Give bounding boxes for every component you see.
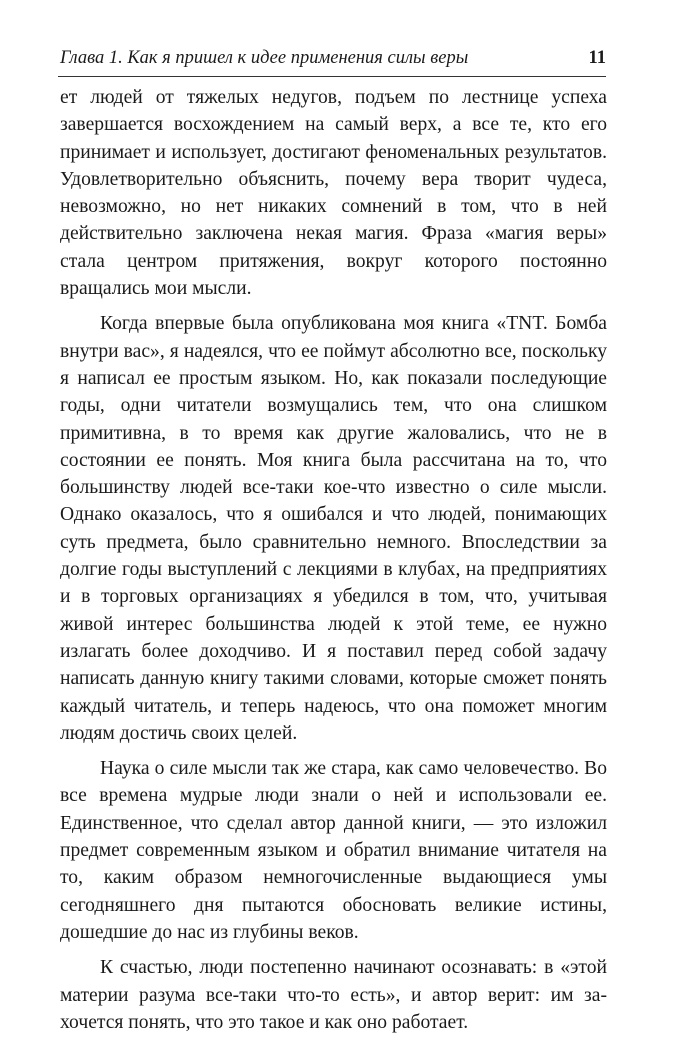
page-number: 11 (588, 48, 606, 68)
paragraph-4: К счастью, люди постепенно начинают осознавать: в «этой материи разума все-таки что-то есть», и автор верит: им захочется понять, что это такое и как оно работает. (60, 957, 607, 1033)
chapter-title: Глава 1. Как я пришел к идее применения силы веры (60, 48, 469, 68)
body-text (60, 84, 607, 1044)
header-rule (58, 76, 606, 77)
paragraph-2: Когда впервые была опубликована моя книга «TNT. Бомба внутри вас», я надеялся, что ее поймут абсолютно все, поскольку я написал ее простым языком. Но, как показали последующие годы, одни читатели возмущались тем, что она слишком примитивна, в то время как другие жаловались, что не в состоянии ее понять. Моя книга была рассчитана на то, что большинству людей все-таки кое-что известно о силе мысли. Однако оказалось, что я ошибался и что людей, понимающих суть предмета, было сравнительно немного. Впоследствии за долгие годы выступлений с лекциями в клубах, на предприятиях и в торговых организациях я убедился в том, что, учитывая живой интерес большинства людей к этой теме, ее нужно излагать более доходчиво. И я поставил перед собой задачу написать данную книгу такими словами, которые сможет понять каждый читатель, и теперь надеюсь, что она поможет многим людям достичь своих целей. (60, 313, 607, 744)
running-head (58, 46, 606, 74)
paragraph-3: Наука о силе мысли так же стара, как само человечество. Во все времена мудрые люди знали о ней и использовали ее. Единственное, что сделал автор данной книги, — это изложил предмет современным языком и обратил внимание читателя на то, каким образом немногочисленные выдающиеся умы сегодняшнего дня пытаются обосновать великие истины, дошедшие до нас из глубины веков. (60, 758, 607, 943)
paragraph-1: ет людей от тяжелых недугов, подъем по лестнице успеха завершается восхождением на самый верх, а все те, кто его принимает и использует, достигают феноменальных результатов. Удовлетворительно объяснить, почему вера творит чудеса, невозможно, но нет никаких сомнений в том, что в ней действительно заключена некая магия. Фраза «магия веры» стала центром притяжения, вокруг которого постоянно вращались мои мысли. (60, 87, 607, 300)
